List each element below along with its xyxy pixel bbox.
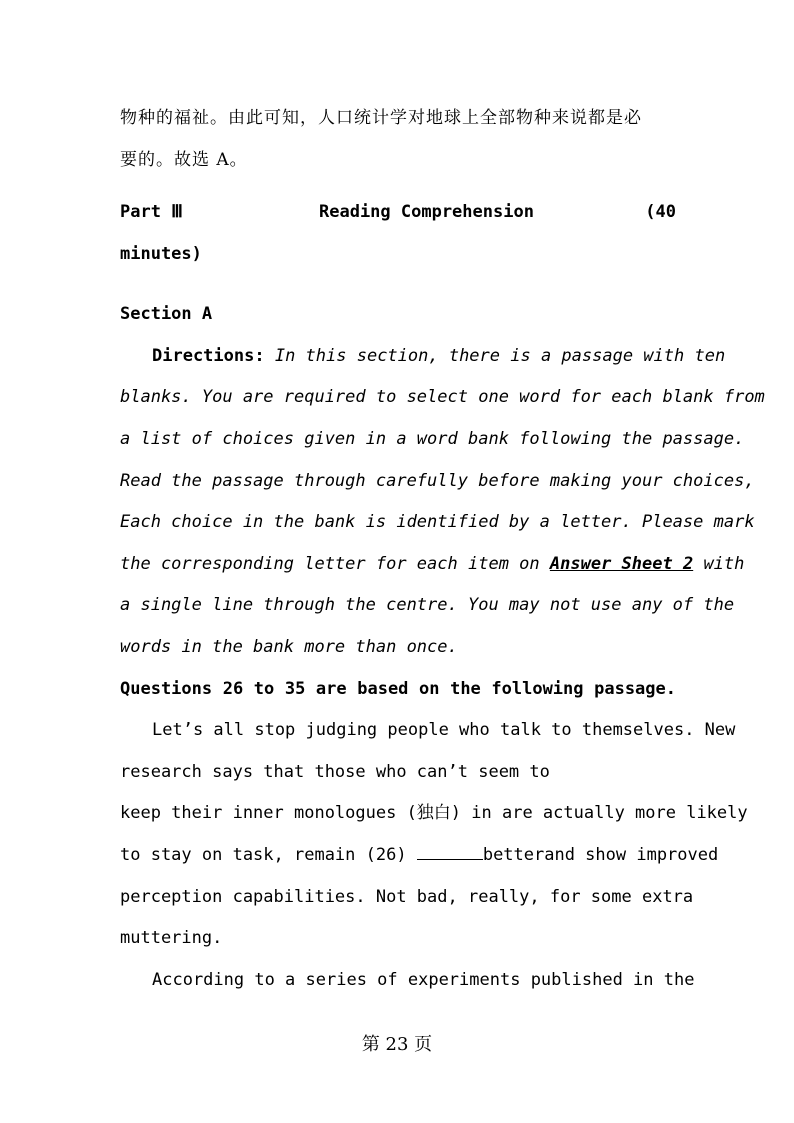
passage-line-2: research says that those who can’t seem to bbox=[120, 762, 550, 782]
intro-line-2: 要的。故选 A。 bbox=[120, 150, 248, 170]
passage-line-6: muttering. bbox=[120, 928, 223, 948]
intro-line-1: 物种的福祉。由此可知，人口统计学对地球上全部物种来说都是必 bbox=[120, 108, 642, 128]
directions-line-3: a list of choices given in a word bank following the passage. bbox=[120, 429, 745, 449]
passage-text-4a: to stay on task, remain (26) bbox=[120, 845, 407, 865]
part-label: Part Ⅲ bbox=[120, 202, 183, 222]
directions-label: Directions: bbox=[152, 346, 265, 366]
answer-sheet-link[interactable]: Answer Sheet 2 bbox=[549, 554, 694, 574]
directions-line-1 bbox=[120, 344, 726, 368]
part-duration-close: minutes) bbox=[120, 244, 202, 264]
section-title: Section A bbox=[120, 304, 213, 324]
passage-text-4b: betterand show improved bbox=[482, 845, 719, 865]
questions-heading: Questions 26 to 35 are based on the following passage. bbox=[120, 679, 676, 699]
blank-26[interactable] bbox=[417, 843, 483, 860]
directions-text-1: In this section, there is a passage with ten bbox=[274, 346, 726, 366]
passage-line-3: keep their inner monologues (独白) in are actually more likely bbox=[120, 803, 748, 823]
passage-line-1: Let’s all stop judging people who talk to themselves. New bbox=[152, 720, 736, 740]
directions-line-5: Each choice in the bank is identified by a letter. Please mark bbox=[120, 512, 755, 532]
passage-line-4 bbox=[120, 843, 719, 867]
passage-line-5: perception capabilities. Not bad, really, for some extra bbox=[120, 887, 694, 907]
directions-line-4: Read the passage through carefully before making your choices, bbox=[120, 471, 755, 491]
directions-text-6b: with bbox=[703, 554, 745, 574]
directions-text-6a: the corresponding letter for each item on bbox=[120, 554, 540, 574]
page-number: 第 23 页 bbox=[361, 1034, 433, 1055]
directions-line-6 bbox=[120, 552, 745, 576]
directions-line-2: blanks. You are required to select one word for each blank from bbox=[120, 387, 765, 407]
part-title: Reading Comprehension bbox=[319, 202, 534, 222]
passage-line-7: According to a series of experiments published in the bbox=[152, 970, 695, 990]
directions-line-7: a single line through the centre. You may not use any of the bbox=[120, 595, 735, 615]
directions-line-8: words in the bank more than once. bbox=[120, 637, 458, 657]
part-duration-open: (40 bbox=[645, 202, 676, 222]
